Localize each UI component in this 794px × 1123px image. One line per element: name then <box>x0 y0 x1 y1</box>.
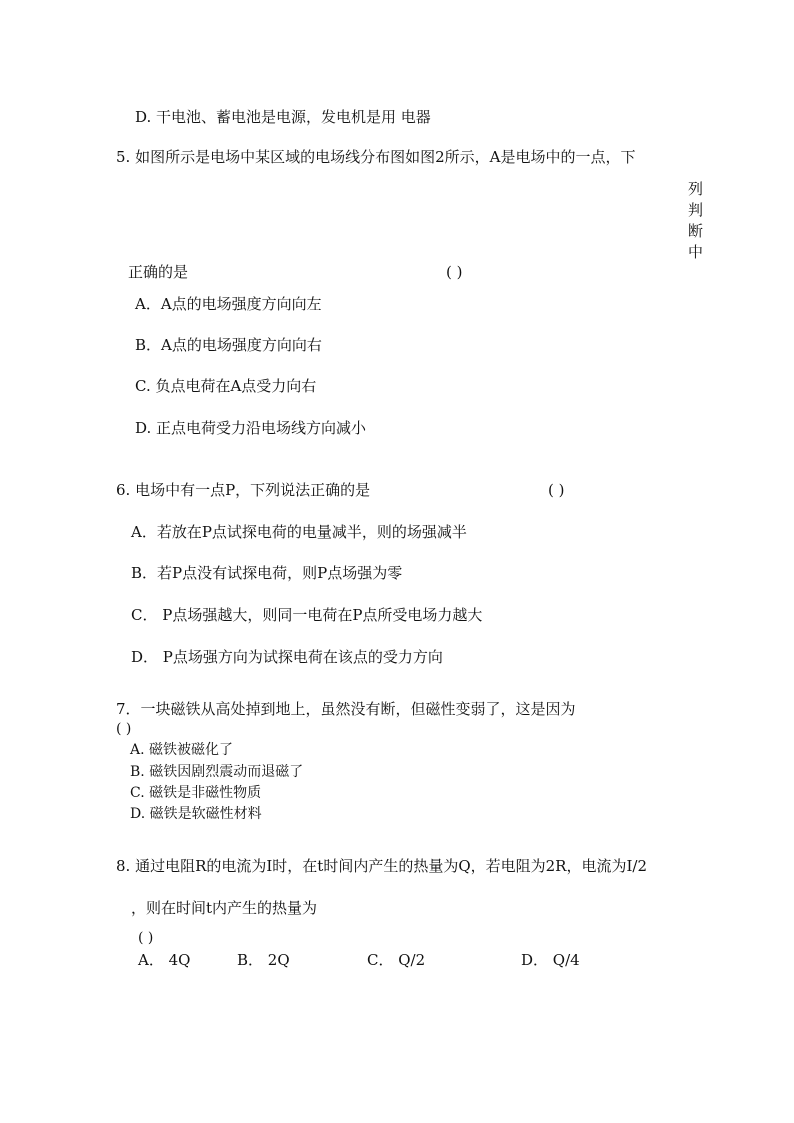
q7-stem: 7．一块磁铁从高处掉到地上，虽然没有断，但磁性变弱了，这是因为 <box>116 700 576 718</box>
q5-answer-bracket: ( ) <box>446 263 463 281</box>
q5-option-a: A．A点的电场强度方向向左 <box>135 295 322 313</box>
q7-option-a: A. 磁铁被磁化了 <box>130 742 234 758</box>
q4-option-d: D. 干电池、蓄电池是电源，发电机是用 电器 <box>135 108 431 126</box>
q5-option-d: D. 正点电荷受力沿电场线方向减小 <box>135 419 367 437</box>
q7-option-d: D. 磁铁是软磁性材料 <box>130 806 262 822</box>
q6-answer-bracket: ( ) <box>548 481 565 499</box>
q6-option-c: C． P点场强越大，则同一电荷在P点所受电场力越大 <box>131 606 483 624</box>
q6-stem: 6. 电场中有一点P，下列说法正确的是 <box>116 481 371 499</box>
q5-vertical-char-4: 中 <box>688 243 704 261</box>
q5-option-c: C. 负点电荷在A点受力向右 <box>135 377 317 395</box>
q7-option-b: B. 磁铁因剧烈震动而退磁了 <box>130 764 304 780</box>
q5-vertical-char-2: 判 <box>688 201 704 219</box>
q6-option-d: D． P点场强方向为试探电荷在该点的受力方向 <box>131 648 443 666</box>
q7-answer-bracket: ( ) <box>116 721 132 737</box>
q8-answer-bracket: ( ) <box>138 930 154 946</box>
q8-option-c: C． Q/2 <box>367 951 426 969</box>
q5-vertical-char-1: 列 <box>688 180 704 198</box>
q7-option-c: C. 磁铁是非磁性物质 <box>130 785 262 801</box>
q8-option-b: B． 2Q <box>237 951 290 969</box>
q6-option-a: A．若放在P点试探电荷的电量减半，则的场强减半 <box>131 523 467 541</box>
q8-stem: 8. 通过电阻R的电流为I时，在t时间内产生的热量为Q，若电阻为2R，电流为I/2 <box>116 857 647 875</box>
q5-stem-end: 正确的是 <box>128 263 189 281</box>
q5-vertical-char-3: 断 <box>688 222 704 240</box>
q8-option-d: D． Q/4 <box>521 951 580 969</box>
q8-option-a: A． 4Q <box>138 951 191 969</box>
q5-option-b: B．A点的电场强度方向向右 <box>135 336 322 354</box>
q5-stem: 5. 如图所示是电场中某区域的电场线分布图如图2所示，A是电场中的一点，下 <box>116 148 636 166</box>
q6-option-b: B．若P点没有试探电荷，则P点场强为零 <box>131 564 403 582</box>
q8-stem-continuation: ，则在时间t内产生的热量为 <box>131 899 318 917</box>
